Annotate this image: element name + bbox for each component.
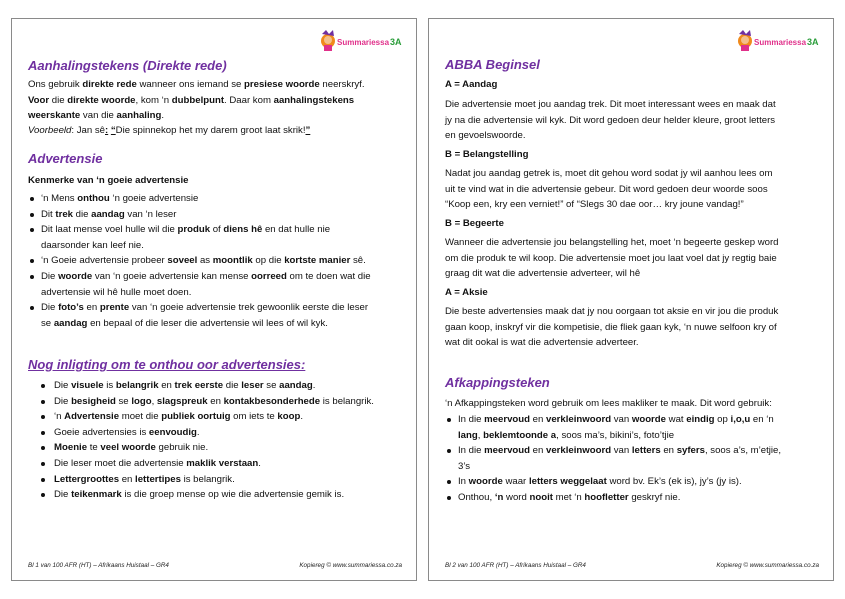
bold-text: letters (631, 445, 661, 457)
bold-text: eenvoudig (148, 426, 197, 438)
document-page-1 (11, 18, 417, 581)
bold-text: leser (241, 380, 264, 391)
text-run: die (73, 208, 92, 220)
list-item (28, 425, 402, 441)
text-run: of (210, 224, 224, 236)
bold-text: ‘n (494, 491, 504, 503)
text-run: en (83, 302, 100, 314)
text-run: om te doen wat die (286, 270, 371, 282)
text-run: en (530, 414, 547, 425)
text-run: van ‘n goeie advertensie trek gewoonlik eerste die leser (129, 302, 369, 314)
text-line: graag dit wat die advertensie adverteer, wil hê (445, 268, 641, 280)
bold-text: verkleinwoord (546, 445, 612, 457)
footer-left: Bl 1 van 100 AFR (HT) – Afrikaans Huistaal – GR4 (28, 562, 169, 569)
bold-text: letters weggelaat (528, 476, 607, 488)
text-run: en (158, 380, 175, 391)
bold-text: meervoud (484, 414, 530, 425)
afkap-intro: ‘n Afkappingsteken word gebruik om lees makliker te maak. Dit word gebruik: (445, 398, 772, 409)
text-run: die (223, 380, 242, 391)
label-a-aksie: A = Aksie (445, 287, 488, 298)
bold-text: hoofletter (584, 491, 629, 503)
text-run: op (714, 414, 731, 425)
bold-text: presiese woorde (244, 79, 320, 90)
text-run: met ‘n (552, 491, 585, 503)
text-run: . (312, 380, 316, 391)
text-run: Onthou, (458, 491, 495, 503)
list-item (28, 394, 402, 410)
list-item (28, 253, 402, 269)
text-run: In die (458, 445, 485, 457)
voorbeeld-quote-text: Die spinnekop het my darem groot laat skrik! (115, 125, 306, 136)
text-line: wat dit ookal is wat die advertensie adverteer. (445, 337, 639, 349)
voorbeeld-label: Voorbeeld (28, 125, 72, 136)
bold-text: soveel (167, 255, 198, 267)
text-run: In (458, 476, 469, 488)
kenmerke-list (28, 191, 402, 331)
text-run: is belangrik. (180, 473, 235, 485)
bold-text: moontlik (212, 255, 253, 267)
begeerte-paragraph (445, 235, 819, 282)
voorbeeld-rest: : Jan sê (71, 125, 105, 136)
aanhaling-line-2 (28, 93, 402, 109)
text-run: van ‘n goeie advertensie kan mense (92, 270, 252, 282)
text-run: en ‘n (750, 414, 774, 425)
list-item (28, 456, 402, 472)
text-run: wat (666, 414, 687, 425)
text-run: om iets te (230, 411, 278, 423)
text-run: Dit laat mense voel hulle wil die (41, 224, 178, 236)
svg-text:Summariessa: Summariessa (754, 38, 807, 47)
text-line: Nadat jou aandag getrek is, moet dit gehou word sodat jy wil aanhou lees om (445, 168, 773, 179)
list-item (28, 316, 402, 332)
text-run: moet die (119, 411, 162, 423)
text-run: sê. (350, 255, 366, 267)
voorbeeld-colon: : (105, 125, 109, 136)
text-run: en dat hulle nie (262, 224, 331, 236)
text-run: advertensie wil hê hulle moet doen. (41, 286, 192, 298)
heading-afkappingsteken: Afkappingsteken (445, 375, 550, 390)
list-item (28, 285, 402, 301)
svg-text:3A: 3A (807, 37, 819, 47)
text-run: In die (458, 414, 485, 425)
afkap-list (445, 412, 819, 506)
text-line: om die produk te wil koop. Die advertensie moet jou laat voel dat jy regtig baie (445, 252, 777, 264)
list-item (28, 238, 402, 254)
text-run: Dit (41, 208, 56, 220)
text-run: Ons gebruik (28, 79, 83, 90)
list-item (445, 490, 819, 506)
text-line: “Koop een, kry een verniet!” of “Slegs 30 dae oor… kry joune vandag!” (445, 199, 744, 211)
text-run: ‘n Goeie advertensie probeer (41, 255, 168, 267)
text-run: ‘n Mens (41, 193, 78, 204)
text-run: Die (41, 302, 59, 314)
text-run: die (49, 94, 68, 106)
belangstelling-paragraph (445, 166, 819, 213)
text-run: , soos ma’s, bikini’s, foto’tjie (556, 429, 675, 441)
text-run: van ‘n leser (124, 208, 177, 220)
label-b-belangstelling: B = Belangstelling (445, 149, 529, 160)
bold-text: Lettergroottes (54, 473, 120, 485)
heading-nog-inligting: Nog inligting om te onthou oor advertensies: (28, 357, 306, 372)
list-item (28, 300, 402, 316)
text-run: se (115, 395, 132, 407)
bold-text: besigheid (71, 395, 116, 407)
bold-text: verkleinwoord (546, 414, 612, 425)
heading-abba: ABBA Beginsel (445, 57, 540, 72)
text-line: Die beste advertensies maak dat jy nou oorgaan tot aksie en vir jou die produk (445, 306, 779, 317)
bold-text: aanhaling (116, 110, 162, 122)
text-run: en (530, 445, 547, 457)
label-a-aandag: A = Aandag (445, 79, 498, 90)
bold-text: slagspreuk (156, 395, 208, 407)
list-item (28, 207, 402, 223)
bold-text: direkte rede (82, 79, 137, 90)
label-b-begeerte: B = Begeerte (445, 218, 504, 229)
voorbeeld-quote-open: “ (110, 125, 116, 136)
text-run: as (197, 255, 213, 267)
bold-text: visuele (71, 380, 104, 391)
bold-text: direkte woorde (67, 94, 136, 106)
list-item (28, 409, 402, 425)
text-run: Die (54, 380, 72, 391)
bold-text: syfers (676, 445, 705, 457)
text-run: 3’s (458, 460, 471, 472)
kenmerke-title: Kenmerke van ‘n goeie advertensie (28, 175, 189, 186)
text-run: daarsonder kan leef nie. (41, 239, 144, 251)
heading-advertensie: Advertensie (28, 151, 103, 166)
footer-right: Kopiereg © www.summariessa.co.za (716, 562, 819, 569)
bold-text: belangrik (115, 380, 159, 391)
text-run: , soos a’s, m’etjie, (704, 445, 782, 457)
page-footer-2 (445, 562, 819, 569)
voorbeeld-line (28, 123, 402, 139)
list-item (445, 459, 819, 475)
text-run: . (300, 411, 304, 423)
text-run: van (611, 414, 632, 425)
bold-text: aandag (91, 208, 125, 220)
document-page-2 (428, 18, 834, 581)
svg-text:3A: 3A (390, 37, 402, 47)
aanhaling-line-1 (28, 77, 402, 93)
text-run: Die (41, 270, 59, 282)
text-run: ‘n (54, 411, 65, 423)
text-run: waar (502, 476, 529, 488)
text-line: jy na die advertensie wil kyk. Dit word gedoen deur helder kleure, groot letters (445, 114, 776, 126)
bold-text: kortste manier (284, 255, 351, 267)
bold-text: maklik verstaan (186, 457, 259, 469)
text-run: en (119, 473, 136, 485)
text-run: , kom ‘n (135, 94, 172, 106)
text-line: Wanneer die advertensie jou belangstelling het, moet ‘n begeerte geskep word (445, 237, 779, 248)
bold-text: weerskante (28, 110, 81, 122)
bold-text: veel woorde (100, 442, 156, 454)
bold-text: produk (177, 224, 211, 236)
bold-text: eindig (686, 414, 715, 425)
list-item (28, 191, 402, 207)
text-run: se (41, 317, 54, 329)
text-run: en (660, 445, 677, 457)
bold-text: trek eerste (174, 380, 224, 391)
bold-text: teikenmark (71, 489, 122, 501)
bold-text: aandag (53, 317, 88, 329)
voorbeeld-quote-close: ” (305, 125, 311, 136)
bold-text: onthou (77, 193, 110, 204)
bold-text: nooit (529, 491, 553, 503)
list-item (28, 378, 402, 394)
text-run: . (196, 426, 200, 438)
bold-text: lang (458, 429, 478, 441)
text-run: ‘n goeie advertensie (109, 193, 199, 204)
text-run: gebruik nie. (155, 442, 209, 454)
bold-text: Voor (28, 94, 50, 106)
bold-text: meervoud (484, 445, 530, 457)
footer-left: Bl 2 van 100 AFR (HT) – Afrikaans Huistaal – GR4 (445, 562, 586, 569)
bold-text: oorreed (251, 270, 287, 282)
list-item (28, 222, 402, 238)
bold-text: koop (277, 411, 301, 423)
list-item (445, 443, 819, 459)
text-run: Die (54, 395, 72, 407)
bold-text: woorde (468, 476, 503, 488)
text-run: word (503, 491, 530, 503)
text-run: . (258, 457, 261, 469)
bold-text: prente (99, 302, 130, 314)
svg-text:Summariessa: Summariessa (337, 38, 390, 47)
summariessa-logo (320, 30, 404, 52)
list-item (28, 269, 402, 285)
bold-text: kontakbesonderhede (223, 395, 321, 407)
bold-text: trek (55, 208, 73, 220)
text-run: is belangrik. (320, 395, 374, 407)
text-run: op die (252, 255, 285, 267)
text-run: , (151, 395, 157, 407)
bold-text: woorde (58, 270, 93, 282)
summariessa-logo (737, 30, 821, 52)
bold-text: beklemtoonde a (483, 429, 557, 441)
text-run: en bepaal of die leser die advertensie wil lees of wil kyk. (87, 317, 328, 329)
text-run: is die groep mense op wie die advertensie gemik is. (121, 489, 345, 501)
text-run: Goeie advertensies is (54, 426, 149, 438)
list-item (28, 440, 402, 456)
text-line: gaan koop, inskryf vir die kompetisie, die fliek gaan kyk, ‘n nuwe selfoon kry of (445, 321, 777, 333)
bold-text: aanhalingstekens (273, 94, 355, 106)
bold-text: woorde (631, 414, 666, 425)
aandag-paragraph (445, 97, 819, 144)
list-item (445, 474, 819, 490)
bold-text: Advertensie (64, 411, 120, 423)
text-run: wanneer ons iemand se (136, 79, 245, 90)
text-line: Die advertensie moet jou aandag trek. Dit moet interessant wees en maak dat (445, 99, 776, 110)
text-run: van (611, 445, 632, 457)
list-item (445, 412, 819, 428)
text-line: en gevoelswoorde. (445, 130, 526, 142)
bold-text: aandag (279, 380, 313, 391)
text-run: neerskryf. (319, 79, 365, 90)
bold-text: logo (131, 395, 152, 407)
bold-text: diens hê (223, 224, 263, 236)
list-item (28, 487, 402, 503)
list-item (28, 472, 402, 488)
text-line: uit te vind wat in die advertensie gebeur. Dit word gedoen deur woorde soos (445, 183, 768, 195)
list-item (445, 428, 819, 444)
text-run: geskryf nie. (628, 491, 681, 503)
text-run: Die leser moet die advertensie (54, 457, 187, 469)
aanhaling-line-3 (28, 108, 402, 124)
bold-text: foto’s (58, 302, 84, 314)
aksie-paragraph (445, 304, 819, 351)
text-run: se (263, 380, 280, 391)
text-run: word bv. Ek’s (ek is), jy’s (jy is). (606, 476, 742, 488)
text-run: is (103, 380, 116, 391)
text-run: te (87, 442, 101, 454)
heading-aanhalingstekens: Aanhalingstekens (Direkte rede) (28, 58, 227, 73)
bold-text: Moenie (54, 442, 88, 454)
text-run: en (207, 395, 224, 407)
text-run: . (161, 110, 164, 122)
bold-text: i,o,u (730, 414, 751, 425)
text-run: van die (80, 110, 117, 122)
nog-list (28, 378, 402, 503)
footer-right: Kopiereg © www.summariessa.co.za (299, 562, 402, 569)
bold-text: lettertipes (135, 473, 181, 485)
text-run: , (477, 429, 484, 441)
bold-text: publiek oortuig (161, 411, 231, 423)
bold-text: dubbelpunt (171, 94, 225, 106)
page-footer-1 (28, 562, 402, 569)
text-run: . Daar kom (224, 94, 274, 106)
text-run: Die (54, 489, 72, 501)
